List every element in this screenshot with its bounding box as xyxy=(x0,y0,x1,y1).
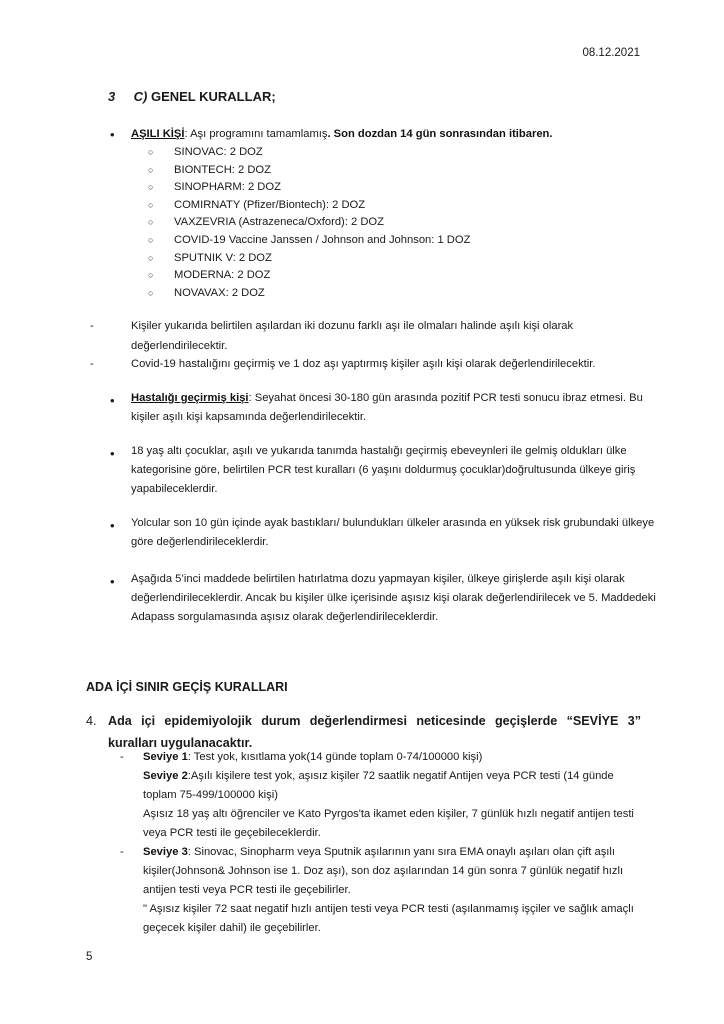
circle-bullet-icon: ○ xyxy=(148,147,154,157)
bullet-icon: • xyxy=(110,574,115,589)
traveler-rule: Yolcular son 10 gün içinde ayak bastıkları/ bulundukları ülkeler arasında en yüksek risk grubundaki ülkeye göre değerlendirileceklerdir. xyxy=(131,517,655,548)
bullet-icon: • xyxy=(110,518,115,533)
section-heading xyxy=(108,89,276,104)
level-3: Seviye 3: Sinovac, Sinopharm veya Sputnik aşılarının yanı sıra EMA onaylı aşıları olan çift aşılı kişiler(Johnson& Johnson ise 1. Doz aşı), son doz aşılarından 14 gün sonra 7 günlük negatif hızlı antijen testi veya PCR testi ile geçebilirler. xyxy=(143,846,624,896)
dash-bullet-icon: - xyxy=(90,358,94,370)
section-prefix: C) xyxy=(133,89,148,104)
vaccinated-note: Kişiler yukarıda belirtilen aşılardan iki dozunu farklı aşı ile olmaları halinde aşılı kişi olarak değerlendirilecektir. xyxy=(131,320,574,352)
page-number: 5 xyxy=(86,951,93,963)
circle-bullet-icon: ○ xyxy=(148,235,154,245)
circle-bullet-icon: ○ xyxy=(148,252,154,263)
vaccinated-label: AŞILI KİŞİ xyxy=(131,128,185,140)
island-section-title: ADA İÇİ SINIR GEÇİŞ KURALLARI xyxy=(86,680,288,694)
bullet-icon: • xyxy=(110,127,115,142)
level-1: Seviye 1: Test yok, kısıtlama yok(14 günde toplam 0-74/100000 kişi) xyxy=(143,751,483,763)
bullet-icon: • xyxy=(110,393,115,408)
circle-bullet-icon: ○ xyxy=(148,217,154,228)
children-rule: 18 yaş altı çocuklar, aşılı ve yukarıda tanımda hastalığı geçirmiş ebeveynleri ile gelmiş oldukları ülke kategorisine göre, belirtilen PCR test kuralları (6 yaşını doldurmuş çocuklar)doğrultusunda ülkeye giriş yapabileceklerdir. xyxy=(131,445,636,495)
section-number: 3 xyxy=(108,89,116,104)
bullet-icon: • xyxy=(110,446,115,461)
booster-rule: Aşağıda 5’inci maddede belirtilen hatırlatma dozu yapmayan kişiler, ülkeye girişlerde aşılı kişi olarak değerlendirileceklerdir. Ancak bu kişiler ülke içerisinde aşısız kişi olarak değerlendirilecek ve 5. Maddedeki Adapass sorgulamasında aşısız olarak değerlendirileceklerdir. xyxy=(131,573,656,623)
circle-bullet-icon: ○ xyxy=(148,287,154,298)
recovered-definition: Hastalığı geçirmiş kişi: Seyahat öncesi 30-180 gün arasında pozitif PCR testi sonucu ibraz etmesi. Bu kişiler aşılı kişi kapsamında değerlendirilecektir. xyxy=(131,392,643,423)
dash-bullet-icon: - xyxy=(120,846,124,858)
dash-bullet-icon: - xyxy=(120,751,124,763)
item-number: 4. xyxy=(86,714,97,728)
circle-bullet-icon: ○ xyxy=(148,182,154,193)
document-date: 08.12.2021 xyxy=(582,47,640,59)
section-title: GENEL KURALLAR; xyxy=(150,89,276,104)
level-2-note: Aşısız 18 yaş altı öğrenciler ve Kato Pyrgos'ta ikamet eden kişiler, 7 günlük hızlı negatif antijen testi veya PCR testi ile geçebileceklerdir. xyxy=(143,808,634,839)
vaccinated-definition: AŞILI KİŞİ: Aşı programını tamamlamış. Son dozdan 14 gün sonrasından itibaren. xyxy=(131,128,553,140)
vaccinated-note: Covid-19 hastalığını geçirmiş ve 1 doz aşı yaptırmış kişiler aşılı kişi olarak değerlendirilecektir. xyxy=(131,358,596,370)
circle-bullet-icon: ○ xyxy=(148,164,154,175)
recovered-label: Hastalığı geçirmiş kişi xyxy=(131,392,249,404)
level-3-note: " Aşısız kişiler 72 saat negatif hızlı antijen testi veya PCR testi (aşılanmamış işçiler ve sağlık amaçlı geçecek kişiler dahil) ile geçebilirler. xyxy=(143,903,634,934)
level-2: Seviye 2:Aşılı kişilere test yok, aşısız kişiler 72 saatlik negatif Antijen veya PCR testi (14 günde toplam 75-499/100000 kişi) xyxy=(143,770,614,801)
circle-bullet-icon: ○ xyxy=(148,270,154,281)
dash-bullet-icon: - xyxy=(90,320,94,332)
item-text: Ada içi epidemiyolojik durum değerlendirmesi neticesinde geçişlerde “SEVİYE 3” kuralları uygulanacaktır. xyxy=(108,714,641,750)
circle-bullet-icon: ○ xyxy=(148,199,154,210)
